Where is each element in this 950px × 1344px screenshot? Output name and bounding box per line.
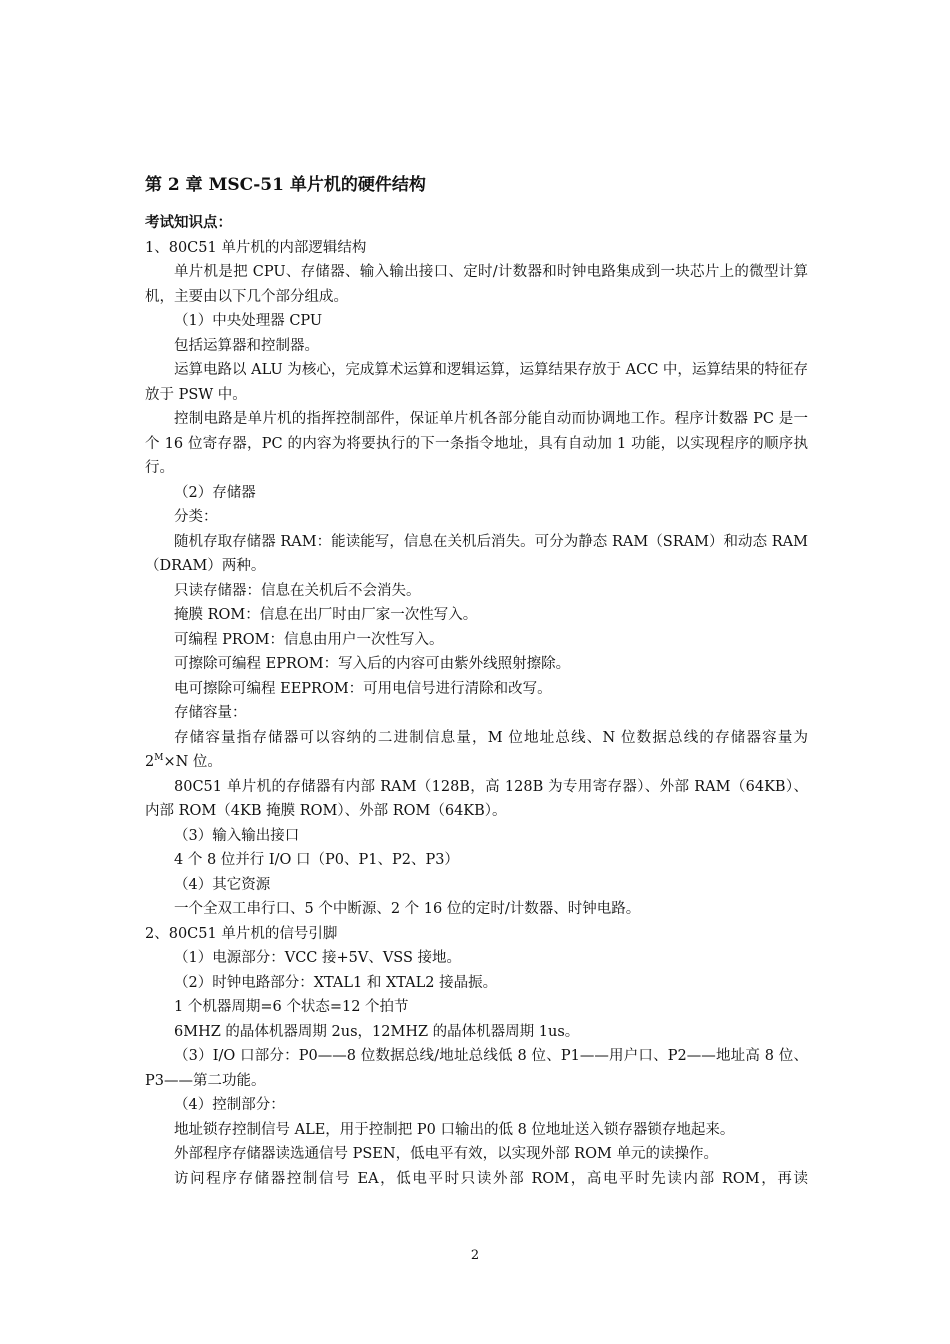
paragraph: 存储容量： [174, 705, 247, 721]
paragraph: 可编程 PROM：信息由用户一次性写入。 [174, 631, 444, 648]
section-heading: 考试知识点： [145, 214, 232, 231]
paragraph: （2）时钟电路部分：XTAL1 和 XTAL2 接晶振。 [174, 974, 498, 991]
item-heading: （3）输入输出接口 [174, 827, 300, 844]
paragraph: 分类： [174, 509, 218, 525]
paragraph: 运算电路以 ALU 为核心，完成算术运算和逻辑运算，运算结果存放于 ACC 中，运算结果的特征存放于 PSW 中。 [145, 362, 808, 403]
subsection-heading: 1、80C51 单片机的内部逻辑结构 [145, 239, 367, 256]
paragraph: 随机存取存储器 RAM：能读能写，信息在关机后消失。可分为静态 RAM（SRAM）和动态 RAM（DRAM）两种。 [145, 533, 808, 574]
paragraph: 掩膜 ROM：信息在出厂时由厂家一次性写入。 [174, 607, 478, 623]
paragraph: 80C51 单片机的存储器有内部 RAM（128B，高 128B 为专用寄存器）、外部 RAM（64KB）、内部 ROM（4KB 掩膜 ROM）、外部 ROM（64KB）。 [145, 778, 808, 819]
paragraph: （1）电源部分：VCC 接+5V、VSS 接地。 [174, 950, 462, 966]
subsection-heading: 2、80C51 单片机的信号引脚 [145, 925, 338, 942]
item-heading: （1）中央处理器 CPU [174, 313, 323, 329]
paragraph: 包括运算器和控制器。 [174, 337, 319, 354]
paragraph: （3）I/O 口部分：P0——8 位数据总线/地址总线低 8 位、P1——用户口、P2——地址高 8 位、P3——第二功能。 [145, 1048, 808, 1089]
text-span: ×N 位。 [163, 754, 222, 770]
paragraph: 地址锁存控制信号 ALE，用于控制把 P0 口输出的低 8 位地址送入锁存器锁存地起来。 [174, 1121, 735, 1138]
chapter-title: 第 2 章 MSC-51 单片机的硬件结构 [145, 175, 426, 195]
paragraph: 6MHZ 的晶体机器周期 2us，12MHZ 的晶体机器周期 1us。 [174, 1023, 580, 1040]
superscript: M [154, 753, 164, 764]
paragraph: 访问程序存储器控制信号 EA，低电平时只读外部 ROM，高电平时先读内部 ROM，再读 [174, 1170, 808, 1187]
page-number: 2 [470, 1248, 480, 1263]
paragraph: 一个全双工串行口、5 个中断源、2 个 16 位的定时/计数器、时钟电路。 [174, 901, 641, 917]
page-content [145, 173, 808, 1191]
item-heading: （2）存储器 [174, 484, 256, 501]
item-heading: （4）控制部分： [174, 1097, 285, 1113]
paragraph: 控制电路是单片机的指挥控制部件，保证单片机各部分能自动而协调地工作。程序计数器 PC 是一个 16 位寄存器，PC 的内容为将要执行的下一条指令地址，具有自动加 1 功能，以实现程序的顺序执行。 [145, 411, 808, 476]
text-span: 存储容量指存储器可以容纳的二进制信息量，M 位地址总线、N 位数据总线的存储器容量为 2 [145, 729, 808, 770]
paragraph: 1 个机器周期=6 个状态=12 个拍节 [174, 999, 409, 1015]
paragraph: 可擦除可编程 EPROM：写入后的内容可由紫外线照射擦除。 [174, 656, 571, 672]
paragraph: 电可擦除可编程 EEPROM：可用电信号进行清除和改写。 [174, 680, 552, 697]
item-heading: （4）其它资源 [174, 876, 271, 893]
paragraph: 只读存储器：信息在关机后不会消失。 [174, 582, 421, 599]
paragraph-capacity [145, 726, 808, 775]
paragraph: 4 个 8 位并行 I/O 口（P0、P1、P2、P3） [174, 852, 459, 868]
paragraph: 外部程序存储器读选通信号 PSEN，低电平有效，以实现外部 ROM 单元的读操作。 [174, 1146, 718, 1162]
paragraph: 单片机是把 CPU、存储器、输入输出接口、定时/计数器和时钟电路集成到一块芯片上的微型计算机，主要由以下几个部分组成。 [145, 264, 808, 305]
